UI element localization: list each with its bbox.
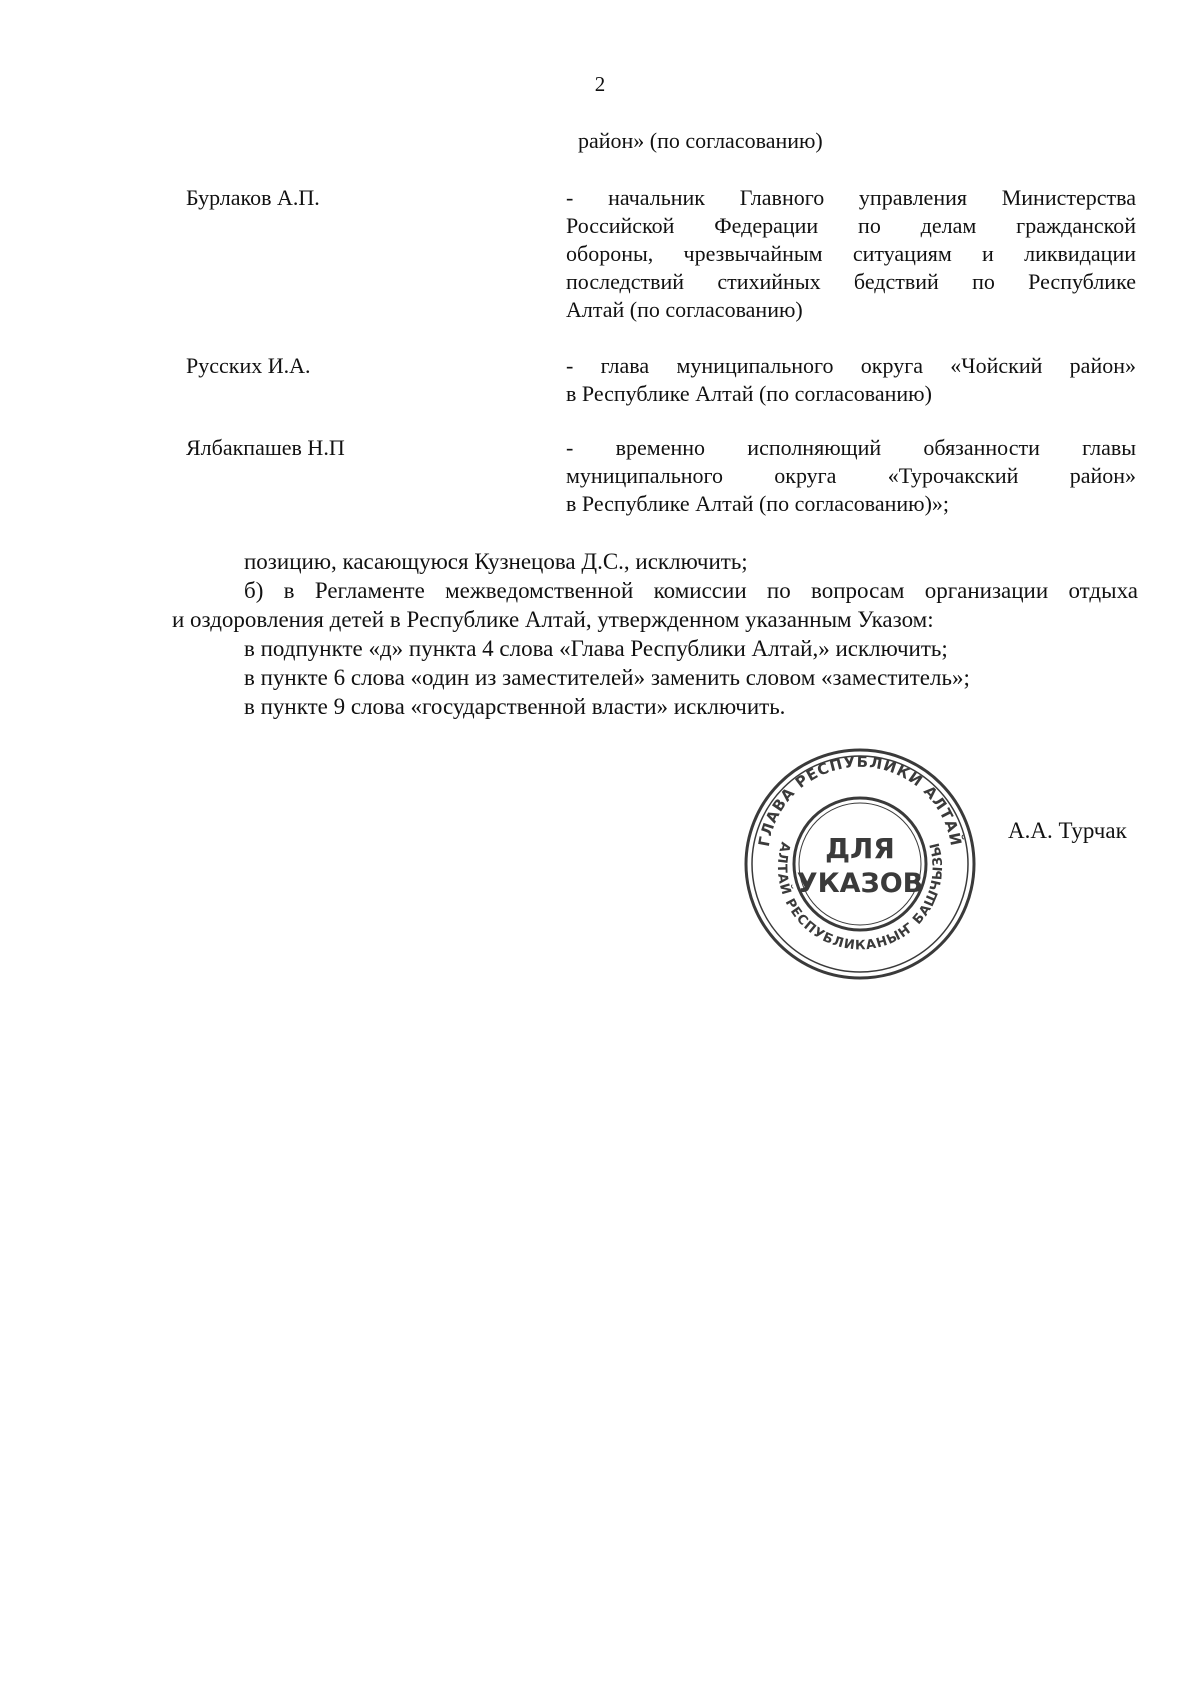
role-line: в Республике Алтай (по согласованию) bbox=[566, 381, 932, 406]
role-line: в Республике Алтай (по согласованию)»; bbox=[566, 491, 950, 516]
role-line: - начальник Главного управления Министерства bbox=[566, 185, 1136, 210]
role-line: - временно исполняющий обязанности главы bbox=[566, 435, 1136, 460]
role-line: Алтай (по согласованию) bbox=[566, 297, 803, 322]
role-line: - глава муниципального округа «Чойский район» bbox=[566, 353, 1136, 378]
seal-center-line2: УКАЗОВ bbox=[796, 868, 924, 899]
role-line: муниципального округа «Турочакский район» bbox=[566, 463, 1136, 488]
paragraph: в подпункте «д» пункта 4 слова «Глава Республики Алтай,» исключить; bbox=[244, 636, 948, 661]
official-seal-icon bbox=[742, 746, 978, 982]
member-name: Ялбакпашев Н.П bbox=[186, 435, 345, 460]
signatory-name: А.А. Турчак bbox=[1008, 818, 1127, 843]
paragraph-first-line: б) в Регламенте межведомственной комиссии по вопросам организации отдыха bbox=[244, 578, 1138, 603]
role-line: обороны, чрезвычайным ситуациям и ликвидации bbox=[566, 241, 1136, 266]
member-role bbox=[566, 352, 1136, 408]
seal-center-line1: ДЛЯ bbox=[825, 832, 895, 865]
paragraph: в пункте 6 слова «один из заместителей» заменить словом «заместитель»; bbox=[244, 665, 970, 690]
seal-outer-text: ГЛАВА РЕСПУБЛИКИ АЛТАЙ bbox=[754, 752, 966, 849]
paragraph bbox=[172, 576, 1138, 634]
role-line: Российской Федерации по делам гражданской bbox=[566, 213, 1136, 238]
member-role bbox=[566, 434, 1136, 518]
member-name: Бурлаков А.П. bbox=[186, 185, 320, 210]
member-name: Русских И.А. bbox=[186, 353, 311, 378]
seal-inner-text: АЛТАЙ РЕСПУБЛИКАНЫҤ БАШЧЫЗЫ bbox=[773, 840, 947, 954]
continuation-text: район» (по согласованию) bbox=[578, 128, 823, 153]
paragraph: позицию, касающуюся Кузнецова Д.С., исключить; bbox=[244, 549, 748, 574]
amendment-text bbox=[172, 547, 1138, 721]
paragraph-continuation: и оздоровления детей в Республике Алтай, утвержденном указанным Указом: bbox=[172, 607, 934, 632]
role-line: последствий стихийных бедствий по Республике bbox=[566, 269, 1136, 294]
paragraph: в пункте 9 слова «государственной власти» исключить. bbox=[244, 694, 786, 719]
member-role bbox=[566, 184, 1136, 324]
page-number: 2 bbox=[594, 72, 606, 96]
